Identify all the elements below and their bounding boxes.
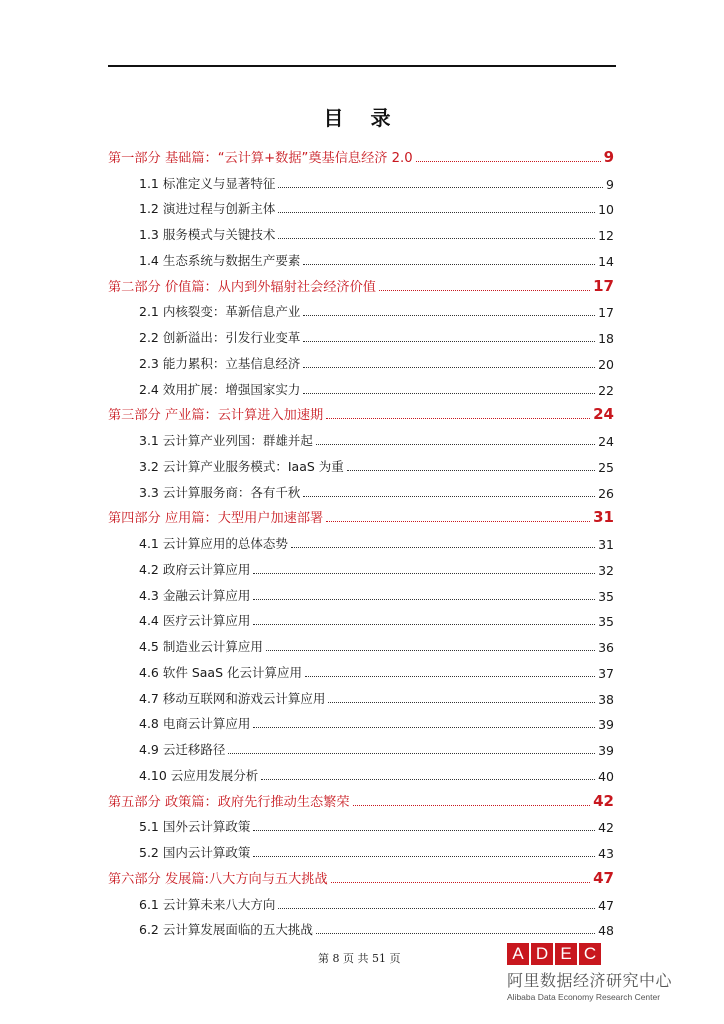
toc-entry-page: 18 [598,331,614,346]
toc-entry-page: 10 [598,202,614,218]
toc-section-entry[interactable] [108,217,614,243]
toc-dot-leader [303,393,595,394]
toc-section-entry[interactable] [108,243,614,269]
toc-section-entry[interactable] [108,681,614,707]
toc-section-entry[interactable] [108,758,614,784]
toc-entry-label: 5.1 国外云计算政策 [139,819,251,835]
toc-entry-label: 1.2 演进过程与创新主体 [139,201,276,217]
toc-entry-label: 2.4 效用扩展：增强国家实力 [139,381,301,397]
toc-section-entry[interactable] [108,887,614,913]
toc-entry-label: 4.10 云应用发展分析 [139,767,259,783]
page-title: 目 录 [323,106,401,130]
adec-logo-letter: C [579,943,601,965]
toc-section-entry[interactable] [108,913,614,939]
toc-dot-leader [266,650,595,651]
toc-section-entry[interactable] [108,552,614,578]
toc-entry-label: 1.1 标准定义与显著特征 [139,175,276,191]
toc-entry-label: 第五部分 政策篇：政府先行推动生态繁荣 [108,794,350,810]
toc-entry-label: 4.6 软件 SaaS 化云计算应用 [139,664,302,680]
toc-section-entry[interactable] [108,604,614,630]
toc-dot-leader [326,418,590,419]
toc-entry-label: 3.2 云计算产业服务模式：IaaS 为重 [139,458,344,474]
toc-entry-label: 4.7 移动互联网和游戏云计算应用 [139,690,326,706]
toc-section-entry[interactable] [108,655,614,681]
toc-entry-page: 24 [598,434,614,449]
toc-entry-page: 20 [598,356,614,372]
toc-dot-leader [303,315,595,316]
toc-dot-leader [253,599,595,600]
toc-entry-label: 第六部分 发展篇:八大方向与五大挑战 [108,871,328,887]
toc-section-entry[interactable] [108,707,614,733]
toc-entry-label: 第四部分 应用篇：大型用户加速部署 [108,511,324,527]
toc-dot-leader [305,676,595,677]
adec-logo-letter: A [507,943,529,965]
toc-entry-page: 47 [598,897,614,913]
toc-entry-page: 22 [598,382,614,398]
toc-dot-leader [303,496,595,497]
toc-entry-page: 47 [593,868,614,887]
toc-entry-label: 第一部分 基础篇：“云计算+数据”奠基信息经济 2.0 [108,150,413,166]
toc-part-entry[interactable] [108,501,614,527]
toc-section-entry[interactable] [108,810,614,836]
toc-entry-label: 4.3 金融云计算应用 [139,587,251,603]
toc-dot-leader [416,161,601,162]
toc-entry-page: 25 [598,459,614,475]
toc-section-entry[interactable] [108,629,614,655]
toc-entry-label: 4.4 医疗云计算应用 [139,613,251,629]
toc-section-entry[interactable] [108,475,614,501]
toc-entry-label: 1.4 生态系统与数据生产要素 [139,252,301,268]
toc-entry-page: 37 [598,665,614,681]
toc-entry-label: 4.1 云计算应用的总体态势 [139,536,288,551]
toc-dot-leader [253,830,595,831]
adec-logo-letters [507,943,707,965]
toc-section-entry[interactable] [108,320,614,346]
toc-dot-leader [303,264,595,265]
toc-entry-label: 4.9 云迁移路径 [139,742,226,757]
toc-entry-page: 39 [598,717,614,733]
toc-entry-page: 48 [598,923,614,939]
toc-dot-leader [261,779,595,780]
toc-entry-label: 4.2 政府云计算应用 [139,561,251,577]
toc-dot-leader [253,624,595,625]
toc-entry-page: 43 [598,846,614,861]
toc-dot-leader [278,187,603,188]
toc-entry-page: 17 [598,305,614,321]
toc-dot-leader [278,908,595,909]
toc-entry-label: 第三部分 产业篇：云计算进入加速期 [108,408,324,424]
toc-entry-page: 9 [606,176,614,192]
toc-entry-label: 2.3 能力累积：立基信息经济 [139,355,301,371]
adec-logo-cn-name: 阿里数据经济研究中心 [507,971,673,990]
toc-entry-label: 第二部分 价值篇：从内到外辐射社会经济价值 [108,279,376,295]
page-number: 第 8 页 共 51 页 [318,952,401,965]
toc-dot-leader [291,547,595,548]
toc-entry-page: 42 [593,791,614,810]
toc-section-entry[interactable] [108,732,614,758]
toc-section-entry[interactable] [108,192,614,218]
toc-dot-leader [303,341,595,342]
toc-entry-label: 1.3 服务模式与关键技术 [139,227,276,242]
toc-dot-leader [253,856,595,857]
toc-entry-page: 17 [593,276,614,295]
toc-entry-label: 4.5 制造业云计算应用 [139,639,263,654]
toc-section-entry[interactable] [108,372,614,398]
toc-part-entry[interactable] [108,398,614,424]
toc-entry-page: 32 [598,562,614,578]
toc-part-entry[interactable] [108,140,614,166]
toc-dot-leader [379,290,590,291]
toc-part-entry[interactable] [108,269,614,295]
toc-section-entry[interactable] [108,835,614,861]
toc-dot-leader [228,753,595,754]
toc-entry-page: 40 [598,768,614,784]
adec-logo-en-name: Alibaba Data Economy Research Center [507,992,661,1002]
header-rule [108,65,616,67]
toc-section-entry[interactable] [108,166,614,192]
toc-dot-leader [278,212,595,213]
toc-entry-page: 12 [598,228,614,243]
toc-entry-label: 3.3 云计算服务商：各有千秋 [139,484,301,500]
toc-dot-leader [347,470,595,471]
table-of-contents [108,140,614,938]
toc-part-entry[interactable] [108,861,614,887]
toc-section-entry[interactable] [108,423,614,449]
toc-dot-leader [278,238,595,239]
toc-dot-leader [316,933,595,934]
toc-entry-page: 31 [593,508,614,527]
toc-section-entry[interactable] [108,295,614,321]
toc-section-entry[interactable] [108,526,614,552]
toc-entry-page: 26 [598,485,614,501]
toc-dot-leader [316,444,595,445]
adec-logo-letter: D [531,943,553,965]
toc-entry-page: 35 [598,614,614,630]
toc-section-entry[interactable] [108,346,614,372]
toc-entry-label: 4.8 电商云计算应用 [139,716,251,732]
toc-entry-page: 39 [598,743,614,758]
adec-logo [507,943,707,1008]
toc-entry-page: 38 [598,691,614,707]
toc-dot-leader [353,805,591,806]
adec-logo-letter: E [555,943,577,965]
toc-entry-label: 6.1 云计算未来八大方向 [139,896,276,912]
toc-entry-label: 5.2 国内云计算政策 [139,845,251,860]
toc-entry-label: 3.1 云计算产业列国：群雄并起 [139,433,313,448]
toc-entry-page: 42 [598,820,614,836]
toc-entry-page: 31 [598,537,614,552]
toc-entry-page: 36 [598,640,614,655]
toc-entry-page: 24 [593,405,614,424]
toc-part-entry[interactable] [108,784,614,810]
toc-entry-label: 2.2 创新溢出：引发行业变革 [139,330,301,345]
toc-entry-label: 6.2 云计算发展面临的五大挑战 [139,922,313,938]
toc-entry-label: 2.1 内核裂变：革新信息产业 [139,304,301,320]
toc-dot-leader [253,573,595,574]
toc-section-entry[interactable] [108,578,614,604]
toc-dot-leader [331,882,590,883]
toc-dot-leader [253,727,595,728]
toc-entry-page: 35 [598,588,614,604]
toc-dot-leader [326,521,590,522]
toc-section-entry[interactable] [108,449,614,475]
toc-dot-leader [328,702,595,703]
toc-entry-page: 14 [598,253,614,269]
toc-entry-page: 9 [603,147,614,166]
toc-dot-leader [303,367,595,368]
